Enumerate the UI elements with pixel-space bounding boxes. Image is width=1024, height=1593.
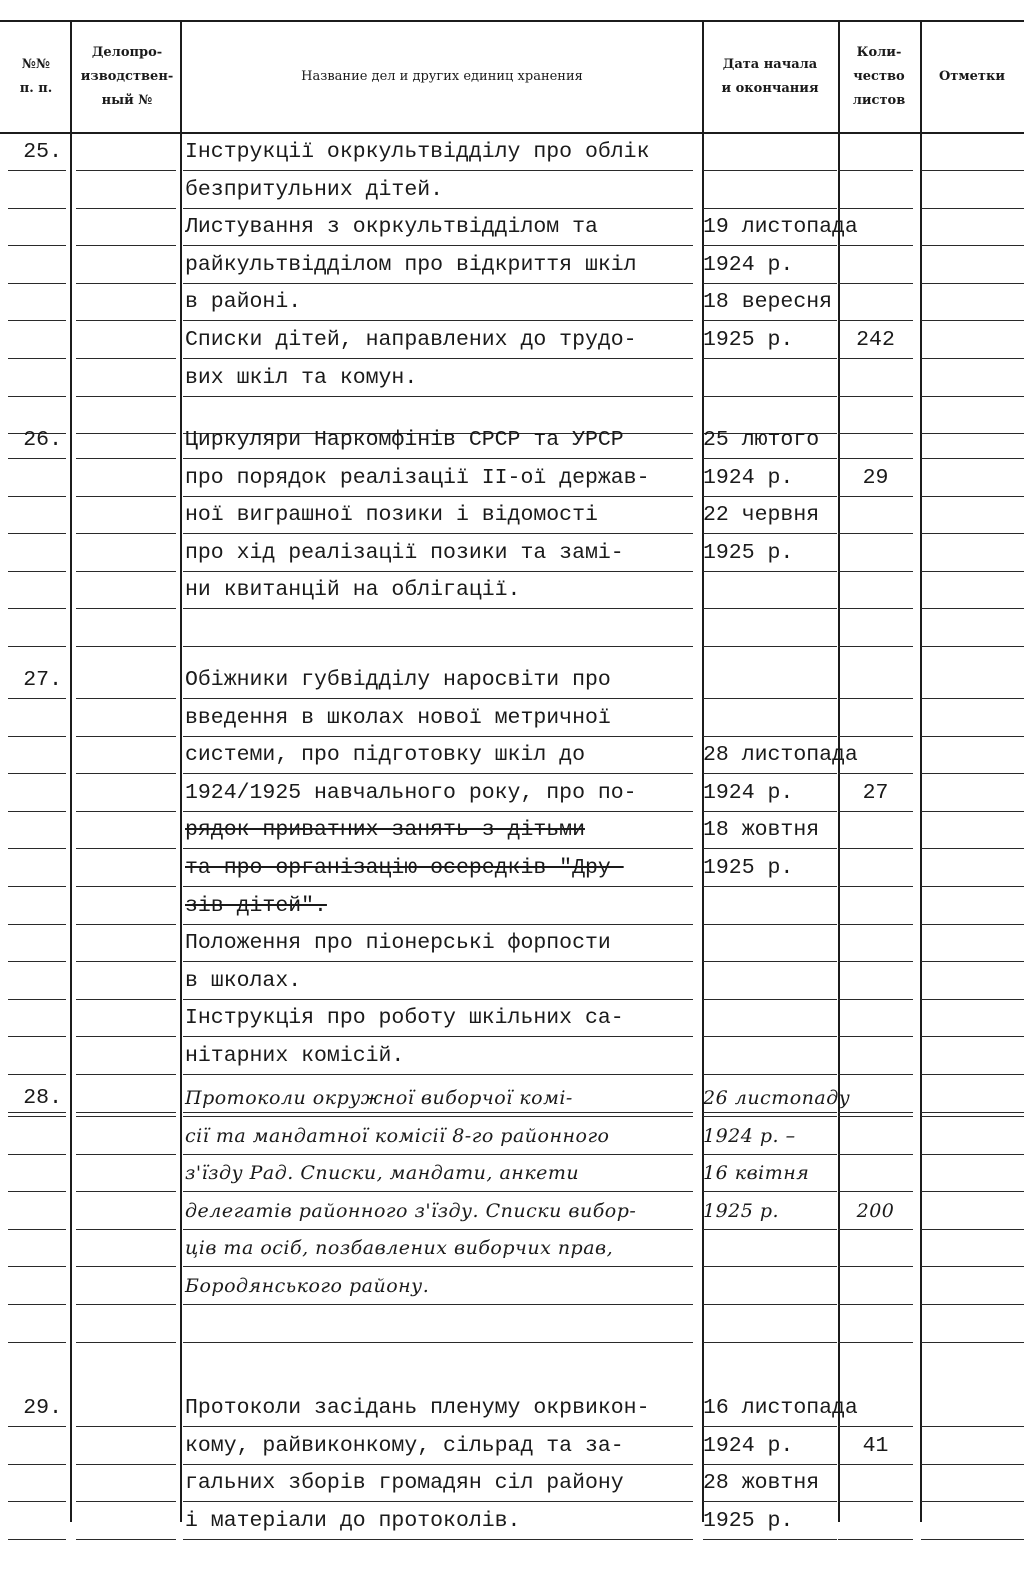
entry-title-line: гальних зборів громадян сіл району bbox=[183, 1465, 693, 1502]
sheet-count bbox=[838, 1038, 913, 1075]
entry-title-line bbox=[183, 1306, 693, 1343]
date-cell bbox=[703, 172, 837, 209]
entry-number bbox=[8, 925, 66, 962]
table-row bbox=[0, 172, 1024, 210]
notes-cell bbox=[921, 572, 1024, 609]
notes-cell bbox=[921, 850, 1024, 887]
sheet-count bbox=[838, 1268, 913, 1305]
docket-number-cell bbox=[76, 610, 176, 647]
table-row bbox=[0, 322, 1024, 360]
entry-number bbox=[8, 322, 66, 359]
docket-number-cell bbox=[76, 1268, 176, 1305]
entry-title-line: Списки дітей, направлених до трудо- bbox=[183, 322, 693, 359]
header-docno-line3: ный № bbox=[101, 93, 153, 108]
header-num-line1: №№ bbox=[21, 57, 51, 72]
header-col-number bbox=[0, 22, 72, 132]
entry-number bbox=[8, 172, 66, 209]
header-col-notes bbox=[920, 22, 1024, 132]
notes-cell bbox=[921, 775, 1024, 812]
docket-number-cell bbox=[76, 1428, 176, 1465]
entry-number bbox=[8, 360, 66, 397]
date-cell bbox=[703, 134, 837, 171]
table-row bbox=[0, 888, 1024, 926]
notes-cell bbox=[921, 1155, 1024, 1192]
entry-title-line: про хід реалізації позики та замі- bbox=[183, 535, 693, 572]
entry-number bbox=[8, 888, 66, 925]
entry-number: 26. bbox=[8, 422, 66, 459]
sheet-count bbox=[838, 209, 913, 246]
docket-number-cell bbox=[76, 737, 176, 774]
header-col-docno bbox=[72, 22, 182, 132]
entry-number bbox=[8, 1428, 66, 1465]
table-row bbox=[0, 700, 1024, 738]
entry-title-line: вих шкіл та комун. bbox=[183, 360, 693, 397]
entry-title-line: з'їзду Рад. Списки, мандати, анкети bbox=[183, 1155, 693, 1192]
entry-number: 29. bbox=[8, 1390, 66, 1427]
entry-number bbox=[8, 497, 66, 534]
docket-number-cell bbox=[76, 888, 176, 925]
notes-cell bbox=[921, 1390, 1024, 1427]
docket-number-cell bbox=[76, 535, 176, 572]
date-cell bbox=[703, 572, 837, 609]
entry-title-line: кому, райвиконкому, сільрад та за- bbox=[183, 1428, 693, 1465]
table-row bbox=[0, 812, 1024, 850]
date-cell: 1925 р. bbox=[703, 1503, 837, 1540]
header-notes-label: Отметки bbox=[938, 69, 1006, 84]
table-row bbox=[0, 1118, 1024, 1156]
date-cell bbox=[703, 662, 837, 699]
table-row bbox=[0, 963, 1024, 1001]
entry-title-line: ної виграшної позики і відомості bbox=[183, 497, 693, 534]
entry-number bbox=[8, 1503, 66, 1540]
date-cell: 1924 р. bbox=[703, 247, 837, 284]
date-cell: 28 листопада bbox=[703, 737, 837, 774]
docket-number-cell bbox=[76, 700, 176, 737]
docket-number-cell bbox=[76, 1465, 176, 1502]
table-row bbox=[0, 1306, 1024, 1344]
date-cell: 19 листопада bbox=[703, 209, 837, 246]
sheet-count bbox=[838, 963, 913, 1000]
date-cell: 1924 р. bbox=[703, 1428, 837, 1465]
entry-number bbox=[8, 700, 66, 737]
notes-cell bbox=[921, 1465, 1024, 1502]
table-row bbox=[0, 572, 1024, 610]
entry-number bbox=[8, 1000, 66, 1037]
sheet-count bbox=[838, 572, 913, 609]
table-row bbox=[0, 1465, 1024, 1503]
table-row bbox=[0, 1038, 1024, 1076]
date-cell bbox=[703, 963, 837, 1000]
entry-number bbox=[8, 1230, 66, 1267]
notes-cell bbox=[921, 1038, 1024, 1075]
sheet-count bbox=[838, 700, 913, 737]
table-row bbox=[0, 737, 1024, 775]
table-row bbox=[0, 1428, 1024, 1466]
docket-number-cell bbox=[76, 209, 176, 246]
notes-cell bbox=[921, 1230, 1024, 1267]
entry-title-line: сії та мандатної комісії 8-го районного bbox=[183, 1118, 693, 1155]
notes-cell bbox=[921, 460, 1024, 497]
docket-number-cell bbox=[76, 322, 176, 359]
notes-cell bbox=[921, 662, 1024, 699]
notes-cell bbox=[921, 888, 1024, 925]
entry-title-line: Інструкції окркультвідділу про облік bbox=[183, 134, 693, 171]
notes-cell bbox=[921, 497, 1024, 534]
notes-cell bbox=[921, 737, 1024, 774]
table-row bbox=[0, 497, 1024, 535]
entry-number bbox=[8, 535, 66, 572]
docket-number-cell bbox=[76, 1038, 176, 1075]
docket-number-cell bbox=[76, 247, 176, 284]
entry-number bbox=[8, 775, 66, 812]
table-row bbox=[0, 662, 1024, 700]
date-cell: 1925 р. bbox=[703, 322, 837, 359]
date-cell bbox=[703, 1306, 837, 1343]
docket-number-cell bbox=[76, 1503, 176, 1540]
table-row bbox=[0, 460, 1024, 498]
sheet-count bbox=[838, 812, 913, 849]
entry-title-line: та про організацію осередків "Дру- bbox=[183, 850, 693, 887]
sheet-count bbox=[838, 888, 913, 925]
table-row bbox=[0, 1000, 1024, 1038]
notes-cell bbox=[921, 284, 1024, 321]
entry-title-line bbox=[183, 610, 693, 647]
entry-title-line: 1924/1925 навчального року, про по- bbox=[183, 775, 693, 812]
sheet-count bbox=[838, 1230, 913, 1267]
notes-cell bbox=[921, 1268, 1024, 1305]
entry-number bbox=[8, 247, 66, 284]
table-row bbox=[0, 535, 1024, 573]
date-cell bbox=[703, 360, 837, 397]
docket-number-cell bbox=[76, 572, 176, 609]
notes-cell bbox=[921, 1000, 1024, 1037]
notes-cell bbox=[921, 1080, 1024, 1117]
entry-title-line: системи, про підготовку шкіл до bbox=[183, 737, 693, 774]
sheet-count bbox=[838, 422, 913, 459]
docket-number-cell bbox=[76, 1193, 176, 1230]
sheet-count bbox=[838, 1503, 913, 1540]
sheet-count: 29 bbox=[838, 460, 913, 497]
date-cell: 22 червня bbox=[703, 497, 837, 534]
docket-number-cell bbox=[76, 422, 176, 459]
sheet-count bbox=[838, 172, 913, 209]
table-row bbox=[0, 850, 1024, 888]
table-row bbox=[0, 1230, 1024, 1268]
date-cell bbox=[703, 1038, 837, 1075]
date-cell: 1924 р. – bbox=[703, 1118, 837, 1155]
table-header bbox=[0, 20, 1024, 134]
notes-cell bbox=[921, 1193, 1024, 1230]
entry-title-line: введення в школах нової метричної bbox=[183, 700, 693, 737]
table-row bbox=[0, 1503, 1024, 1541]
entry-title-line: Бородянського району. bbox=[183, 1268, 693, 1305]
entry-number bbox=[8, 963, 66, 1000]
date-cell: 1925 р. bbox=[703, 535, 837, 572]
table-row bbox=[0, 360, 1024, 398]
entry-number bbox=[8, 812, 66, 849]
notes-cell bbox=[921, 247, 1024, 284]
notes-cell bbox=[921, 1118, 1024, 1155]
notes-cell bbox=[921, 610, 1024, 647]
notes-cell bbox=[921, 172, 1024, 209]
entry-number: 28. bbox=[8, 1080, 66, 1117]
entry-number bbox=[8, 209, 66, 246]
header-docno-line2: изводствен- bbox=[80, 69, 174, 84]
entry-title-line: Циркуляри Наркомфінів СРСР та УРСР bbox=[183, 422, 693, 459]
entry-number bbox=[8, 1268, 66, 1305]
notes-cell bbox=[921, 209, 1024, 246]
entry-title-line: делегатів районного з'їзду. Списки вибор- bbox=[183, 1193, 693, 1230]
sheet-count bbox=[838, 1118, 913, 1155]
sheet-count bbox=[838, 925, 913, 962]
docket-number-cell bbox=[76, 284, 176, 321]
docket-number-cell bbox=[76, 497, 176, 534]
entry-number bbox=[8, 737, 66, 774]
entry-number bbox=[8, 284, 66, 321]
entry-title-line: рядок приватних занять з дітьми bbox=[183, 812, 693, 849]
date-cell: 16 листопада bbox=[703, 1390, 837, 1427]
date-cell: 18 вересня bbox=[703, 284, 837, 321]
docket-number-cell bbox=[76, 134, 176, 171]
table-row bbox=[0, 422, 1024, 460]
header-dates-line1: Дата начала bbox=[722, 57, 818, 72]
notes-cell bbox=[921, 1503, 1024, 1540]
table-row bbox=[0, 1193, 1024, 1231]
docket-number-cell bbox=[76, 1230, 176, 1267]
entry-title-line: і матеріали до протоколів. bbox=[183, 1503, 693, 1540]
notes-cell bbox=[921, 925, 1024, 962]
sheet-count: 200 bbox=[838, 1193, 913, 1230]
sheet-count bbox=[838, 1390, 913, 1427]
date-cell bbox=[703, 1230, 837, 1267]
sheet-count bbox=[838, 1000, 913, 1037]
header-col-title bbox=[182, 22, 702, 132]
notes-cell bbox=[921, 360, 1024, 397]
docket-number-cell bbox=[76, 172, 176, 209]
entry-title-line: Інструкція про роботу шкільних са- bbox=[183, 1000, 693, 1037]
docket-number-cell bbox=[76, 1390, 176, 1427]
date-cell: 18 жовтня bbox=[703, 812, 837, 849]
sheet-count bbox=[838, 850, 913, 887]
entry-title-line: Обіжники губвідділу наросвіти про bbox=[183, 662, 693, 699]
entry-number bbox=[8, 1306, 66, 1343]
docket-number-cell bbox=[76, 963, 176, 1000]
date-cell: 16 квітня bbox=[703, 1155, 837, 1192]
table-row bbox=[0, 775, 1024, 813]
sheet-count bbox=[838, 1306, 913, 1343]
date-cell: 1924 р. bbox=[703, 775, 837, 812]
date-cell: 1924 р. bbox=[703, 460, 837, 497]
header-count-line1: Коли- bbox=[856, 45, 902, 60]
entry-number bbox=[8, 1193, 66, 1230]
entry-title-line: Протоколи окружної виборчої комі- bbox=[183, 1080, 693, 1117]
entry-number bbox=[8, 1465, 66, 1502]
date-cell: 28 жовтня bbox=[703, 1465, 837, 1502]
sheet-count bbox=[838, 497, 913, 534]
notes-cell bbox=[921, 535, 1024, 572]
date-cell bbox=[703, 1268, 837, 1305]
sheet-count bbox=[838, 134, 913, 171]
entry-title-line: ни квитанцій на облігації. bbox=[183, 572, 693, 609]
entry-title-line: Протоколи засідань пленуму окрвикон- bbox=[183, 1390, 693, 1427]
table-row bbox=[0, 1268, 1024, 1306]
sheet-count bbox=[838, 1080, 913, 1117]
sheet-count bbox=[838, 1155, 913, 1192]
sheet-count bbox=[838, 737, 913, 774]
table-row bbox=[0, 209, 1024, 247]
header-col-dates bbox=[702, 22, 838, 132]
date-cell bbox=[703, 888, 837, 925]
entry-number bbox=[8, 460, 66, 497]
header-count-line3: листов bbox=[852, 93, 906, 108]
table-row bbox=[0, 925, 1024, 963]
sheet-count: 242 bbox=[838, 322, 913, 359]
table-row bbox=[0, 1080, 1024, 1118]
entry-number bbox=[8, 610, 66, 647]
entry-title-line: Листування з окркультвідділом та bbox=[183, 209, 693, 246]
entry-title-line: в районі. bbox=[183, 284, 693, 321]
table-row bbox=[0, 134, 1024, 172]
sheet-count bbox=[838, 535, 913, 572]
notes-cell bbox=[921, 700, 1024, 737]
entry-title-line: зів дітей". bbox=[183, 888, 693, 925]
docket-number-cell bbox=[76, 812, 176, 849]
header-count-line2: чество bbox=[853, 69, 905, 84]
notes-cell bbox=[921, 963, 1024, 1000]
docket-number-cell bbox=[76, 775, 176, 812]
entry-number: 27. bbox=[8, 662, 66, 699]
docket-number-cell bbox=[76, 662, 176, 699]
entry-title-line: нітарних комісій. bbox=[183, 1038, 693, 1075]
table-row bbox=[0, 284, 1024, 322]
entry-number bbox=[8, 850, 66, 887]
date-cell: 1925 р. bbox=[703, 1193, 837, 1230]
notes-cell bbox=[921, 322, 1024, 359]
sheet-count bbox=[838, 284, 913, 321]
entry-title-line: Положення про піонерські форпости bbox=[183, 925, 693, 962]
docket-number-cell bbox=[76, 460, 176, 497]
header-col-count bbox=[838, 22, 920, 132]
entry-number: 25. bbox=[8, 134, 66, 171]
header-title-label: Название дел и других единиц хранения bbox=[301, 69, 583, 84]
date-cell bbox=[703, 1000, 837, 1037]
docket-number-cell bbox=[76, 1155, 176, 1192]
header-dates-line2: и окончания bbox=[721, 81, 819, 96]
entry-title-line: в школах. bbox=[183, 963, 693, 1000]
date-cell: 1925 р. bbox=[703, 850, 837, 887]
sheet-count: 41 bbox=[838, 1428, 913, 1465]
docket-number-cell bbox=[76, 1306, 176, 1343]
table-row bbox=[0, 1390, 1024, 1428]
notes-cell bbox=[921, 134, 1024, 171]
sheet-count bbox=[838, 610, 913, 647]
header-num-line2: п. п. bbox=[19, 81, 53, 96]
entry-number bbox=[8, 1155, 66, 1192]
sheet-count: 27 bbox=[838, 775, 913, 812]
entry-title-line: ців та осіб, позбавлених виборчих прав, bbox=[183, 1230, 693, 1267]
notes-cell bbox=[921, 422, 1024, 459]
entry-title-line: про порядок реалізації II-ої держав- bbox=[183, 460, 693, 497]
header-docno-line1: Делопро- bbox=[91, 45, 163, 60]
entry-title-line: райкультвідділом про відкриття шкіл bbox=[183, 247, 693, 284]
date-cell: 26 листопаду bbox=[703, 1080, 837, 1117]
table-row bbox=[0, 247, 1024, 285]
sheet-count bbox=[838, 247, 913, 284]
docket-number-cell bbox=[76, 1000, 176, 1037]
entry-number bbox=[8, 572, 66, 609]
date-cell bbox=[703, 610, 837, 647]
date-cell bbox=[703, 925, 837, 962]
sheet-count bbox=[838, 662, 913, 699]
docket-number-cell bbox=[76, 925, 176, 962]
sheet-count bbox=[838, 1465, 913, 1502]
notes-cell bbox=[921, 1306, 1024, 1343]
docket-number-cell bbox=[76, 360, 176, 397]
sheet-count bbox=[838, 360, 913, 397]
entry-number bbox=[8, 1118, 66, 1155]
docket-number-cell bbox=[76, 1118, 176, 1155]
docket-number-cell bbox=[76, 1080, 176, 1117]
notes-cell bbox=[921, 1428, 1024, 1465]
table-row bbox=[0, 610, 1024, 648]
entry-title-line: безпритульних дітей. bbox=[183, 172, 693, 209]
docket-number-cell bbox=[76, 850, 176, 887]
table-row bbox=[0, 1155, 1024, 1193]
entry-number bbox=[8, 1038, 66, 1075]
notes-cell bbox=[921, 812, 1024, 849]
date-cell bbox=[703, 700, 837, 737]
date-cell: 25 лютого bbox=[703, 422, 837, 459]
